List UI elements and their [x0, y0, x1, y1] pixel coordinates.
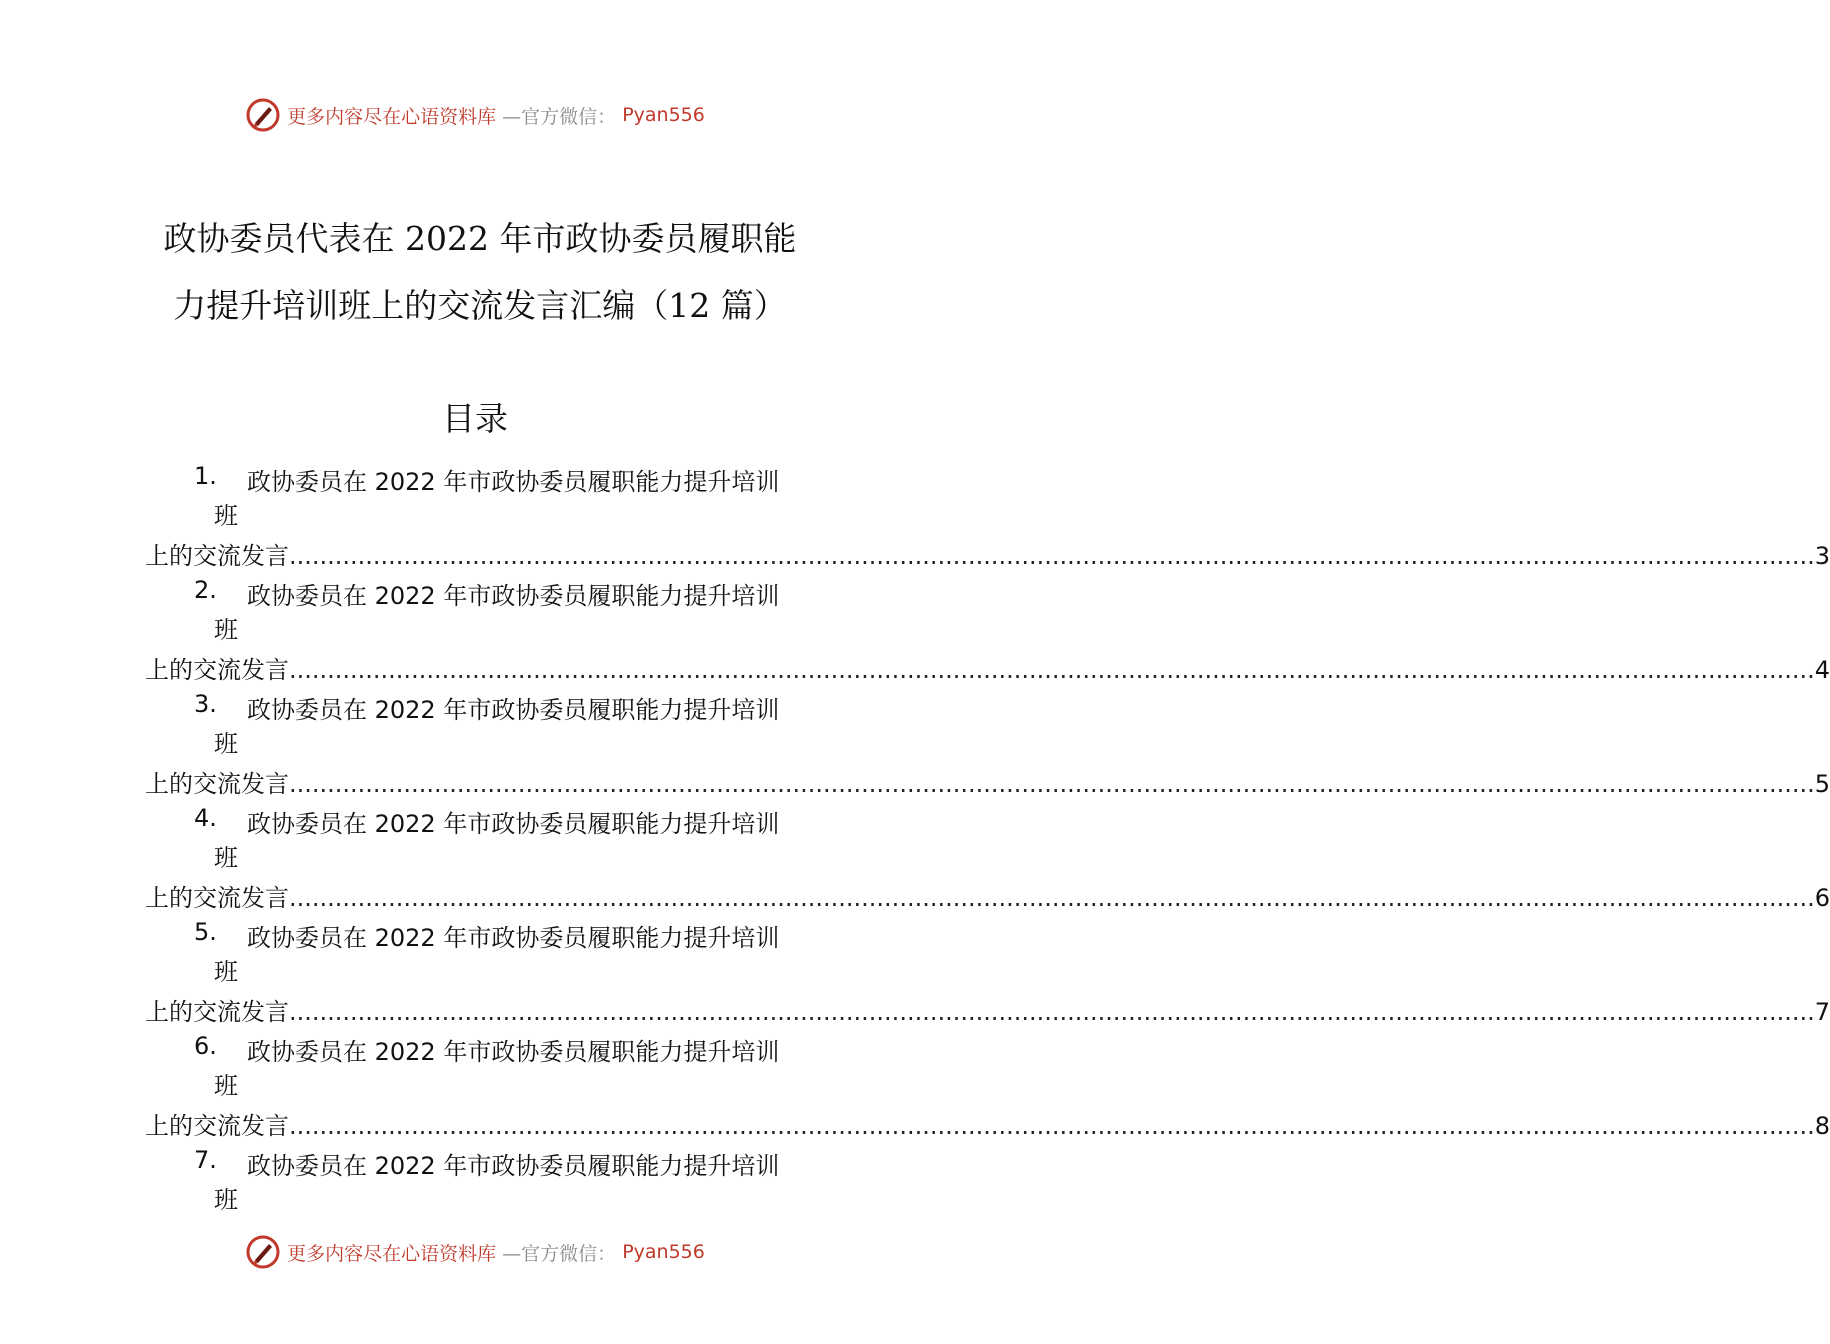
pen-seal-logo-icon	[245, 1234, 281, 1270]
title-line-2: 力提升培训班上的交流发言汇编（12 篇）	[173, 286, 787, 325]
toc-page-number: 5	[1814, 770, 1830, 798]
toc-entry-title-line2: 班	[214, 730, 238, 758]
toc-entry[interactable]	[0, 458, 1830, 572]
title-line-1: 政协委员代表在 2022 年市政协委员履职能	[163, 219, 797, 258]
toc-entry-number: 3.	[194, 690, 217, 718]
toc-entry-title-line1: 政协委员在 2022 年市政协委员履职能力提升培训	[247, 468, 780, 496]
toc-entry-last-line	[145, 1106, 1830, 1141]
toc-dot-leader: ........................................................................................................................................................................................................	[289, 1112, 1815, 1140]
pen-seal-logo-icon	[245, 97, 281, 133]
toc-entry-number: 4.	[194, 804, 217, 832]
toc-dot-leader: ........................................................................................................................................................................................................	[289, 770, 1815, 798]
banner-separator: —官方微信：	[502, 105, 617, 128]
toc-entry-title-line2: 班	[214, 958, 238, 986]
toc-entry-last-line	[145, 878, 1830, 913]
toc-page-number: 6	[1814, 884, 1830, 912]
toc-heading: 目录	[442, 399, 508, 438]
toc-entry-title-line3: 上的交流发言	[145, 770, 289, 798]
toc-entry-number: 1.	[194, 462, 217, 490]
table-of-contents	[0, 458, 1830, 1256]
toc-entry[interactable]	[0, 686, 1830, 800]
banner-wechat-id: Pyan556	[622, 104, 705, 126]
toc-page-number: 7	[1814, 998, 1830, 1026]
toc-entry-title-line2: 班	[214, 1186, 238, 1214]
document-title	[140, 205, 820, 339]
toc-dot-leader: ........................................................................................................................................................................................................	[289, 998, 1815, 1026]
toc-entry[interactable]	[0, 800, 1830, 914]
banner-separator: —官方微信：	[502, 1242, 617, 1265]
toc-entry[interactable]	[0, 914, 1830, 1028]
toc-entry-last-line	[145, 536, 1830, 571]
toc-entry-title-line1: 政协委员在 2022 年市政协委员履职能力提升培训	[247, 1152, 780, 1180]
toc-entry-title-line1: 政协委员在 2022 年市政协委员履职能力提升培训	[247, 696, 780, 724]
header-banner	[0, 95, 950, 135]
toc-entry-number: 2.	[194, 576, 217, 604]
toc-entry-title-line2: 班	[214, 616, 238, 644]
footer-banner	[0, 1232, 950, 1272]
toc-entry-number: 7.	[194, 1146, 217, 1174]
toc-dot-leader: ........................................................................................................................................................................................................	[289, 656, 1815, 684]
toc-page-number: 4	[1814, 656, 1830, 684]
banner-text: 更多内容尽在心语资料库	[287, 105, 497, 128]
toc-entry-title-line2: 班	[214, 1072, 238, 1100]
toc-dot-leader: ........................................................................................................................................................................................................	[289, 884, 1815, 912]
toc-entry[interactable]	[0, 1028, 1830, 1142]
toc-entry-title-line1: 政协委员在 2022 年市政协委员履职能力提升培训	[247, 1038, 780, 1066]
toc-entry-title-line3: 上的交流发言	[145, 1112, 289, 1140]
toc-entry-title-line3: 上的交流发言	[145, 656, 289, 684]
toc-entry-last-line	[145, 764, 1830, 799]
toc-entry-title-line2: 班	[214, 844, 238, 872]
toc-entry-last-line	[145, 650, 1830, 685]
toc-entry-title-line1: 政协委员在 2022 年市政协委员履职能力提升培训	[247, 924, 780, 952]
toc-dot-leader: ........................................................................................................................................................................................................	[289, 542, 1815, 570]
toc-entry-title-line3: 上的交流发言	[145, 884, 289, 912]
banner-text: 更多内容尽在心语资料库	[287, 1242, 497, 1265]
toc-entry-title-line1: 政协委员在 2022 年市政协委员履职能力提升培训	[247, 582, 780, 610]
toc-entry-last-line	[145, 992, 1830, 1027]
toc-entry-number: 5.	[194, 918, 217, 946]
toc-entry-title-line3: 上的交流发言	[145, 542, 289, 570]
toc-entry-title-line1: 政协委员在 2022 年市政协委员履职能力提升培训	[247, 810, 780, 838]
toc-page-number: 3	[1814, 542, 1830, 570]
toc-entry-number: 6.	[194, 1032, 217, 1060]
banner-wechat-id: Pyan556	[622, 1241, 705, 1263]
toc-entry-title-line3: 上的交流发言	[145, 998, 289, 1026]
toc-page-number: 8	[1814, 1112, 1830, 1140]
toc-entry[interactable]	[0, 572, 1830, 686]
toc-entry-title-line2: 班	[214, 502, 238, 530]
